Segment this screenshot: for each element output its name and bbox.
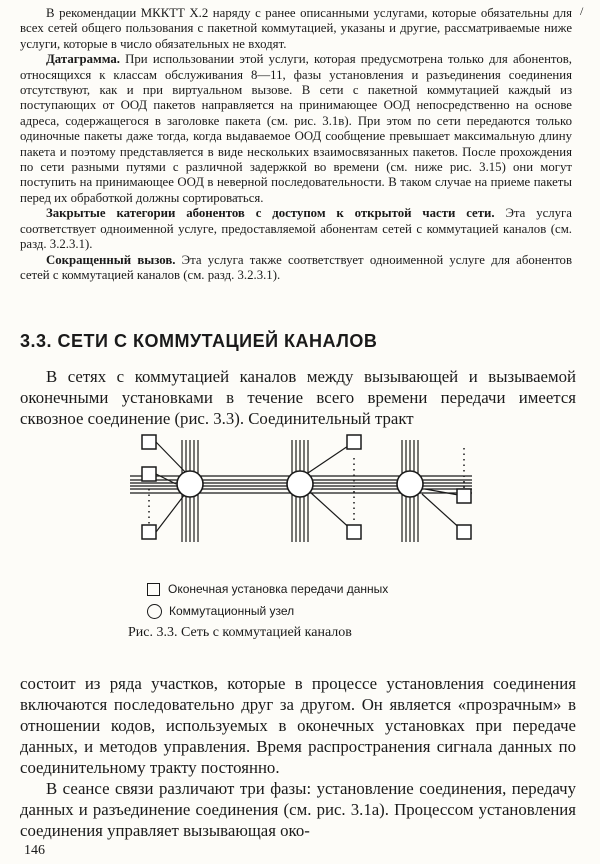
page-number: 146 <box>24 843 45 858</box>
figure-caption: Рис. 3.3. Сеть с коммутацией каналов <box>128 625 352 640</box>
legend-row-node <box>147 600 388 622</box>
paragraph-intro: В сетях с коммутацией каналов между вызывающей и вызываемой оконечными установками в течение всего времени передачи имеется сквозное соединение (рис. 3.3). Соединительный тракт <box>20 367 576 428</box>
legend-node-label: Коммутационный узел <box>169 604 295 618</box>
terminal-unit <box>347 525 361 539</box>
datagram-text: При использовании этой услуги, которая предусмотрена только для абонентов, относящихся к классам обслуживания 8—11, фазы установления и разъединения соединения отсутствуют, как и при виртуальном вызове. В сети с пакетной коммутацией каждый из поступающих от ООД пакетов направляется на принимающее ООД непосредственно на основе адреса, содержащегося в заголовке пакета (см. рис. 3.1в). При этом по сети передаются только одиночные пакеты даже тогда, когда выдаваемое ООД сообщение превышает максимальную длину пакета и поэтому представляется в виде нескольких взаимосвязанных пакетов. После прохождения по сети разными путями с различной задержкой во времени (см. ниже рис. 3.15) они могут поступить на принимающее ООД в неверной последовательности. В таком случае на приеме пакеты перед их обработкой должны сортироваться. <box>20 52 572 205</box>
abbreviated-call-text: Эта услуга также соответствует одноименной услуге для абонентов сетей с коммутацией каналов (см. разд. 3.2.3.1). <box>20 252 572 282</box>
terminal-unit <box>142 525 156 539</box>
term-datagram: Датаграмма. <box>46 52 120 67</box>
terminal-unit <box>142 467 156 481</box>
section-heading: 3.3. СЕТИ С КОММУТАЦИЕЙ КАНАЛОВ <box>20 331 378 351</box>
bottom-text-block <box>20 673 576 841</box>
terminal-unit <box>457 489 471 503</box>
margin-mark: / <box>580 4 584 18</box>
top-text-block <box>20 6 572 283</box>
term-closed-user-groups: Закрытые категории абонентов с доступом к открытой части сети. <box>46 206 495 221</box>
legend-row-terminal <box>147 578 388 600</box>
node-circle-icon <box>147 604 162 619</box>
intro-text-block <box>20 366 576 429</box>
closed-user-groups-text: Эта услуга соответствует одноименной услуге, предоставляемой абонентам сетей с коммутацией каналов (см. разд. 3.2.3.1). <box>20 206 572 252</box>
switching-node <box>177 471 203 497</box>
paragraph-call-phases: В сеансе связи различают три фазы: установление соединения, передачу данных и разъединение соединения (см. рис. 3.1а). Процессом установления соединения управляет вызывающая око- <box>20 779 576 840</box>
switching-node <box>287 471 313 497</box>
paragraph-datagram <box>20 52 572 206</box>
figure-legend <box>147 578 388 622</box>
terminal-unit <box>347 435 361 449</box>
paragraph-closed-user-groups <box>20 206 572 252</box>
switching-node <box>397 471 423 497</box>
legend-terminal-label: Оконечная установка передачи данных <box>168 582 389 596</box>
paragraph-abbreviated-call <box>20 253 572 284</box>
terminal-unit <box>457 525 471 539</box>
terminal-unit <box>142 435 156 449</box>
term-abbreviated-call: Сокращенный вызов. <box>46 252 176 267</box>
terminal-square-icon <box>147 583 160 596</box>
paragraph-continuation: состоит из ряда участков, которые в процессе установления соединения включаются последовательно друг за другом. Он является «прозрачным» в отношении кодов, используемых в оконечных установках при передаче данных, и методов управления. Время распространения сигнала данных по соединительному тракту постоянно. <box>20 674 576 777</box>
paragraph-x2-services: В рекомендации МККТТ Х.2 наряду с ранее описанными услугами, которые обязательны для всех сетей общего пользования с пакетной коммутацией, указаны и другие, рассматриваемые ниже услуги, которые в число обязательных не входят. <box>20 6 572 51</box>
circuit-network-diagram <box>130 432 480 577</box>
